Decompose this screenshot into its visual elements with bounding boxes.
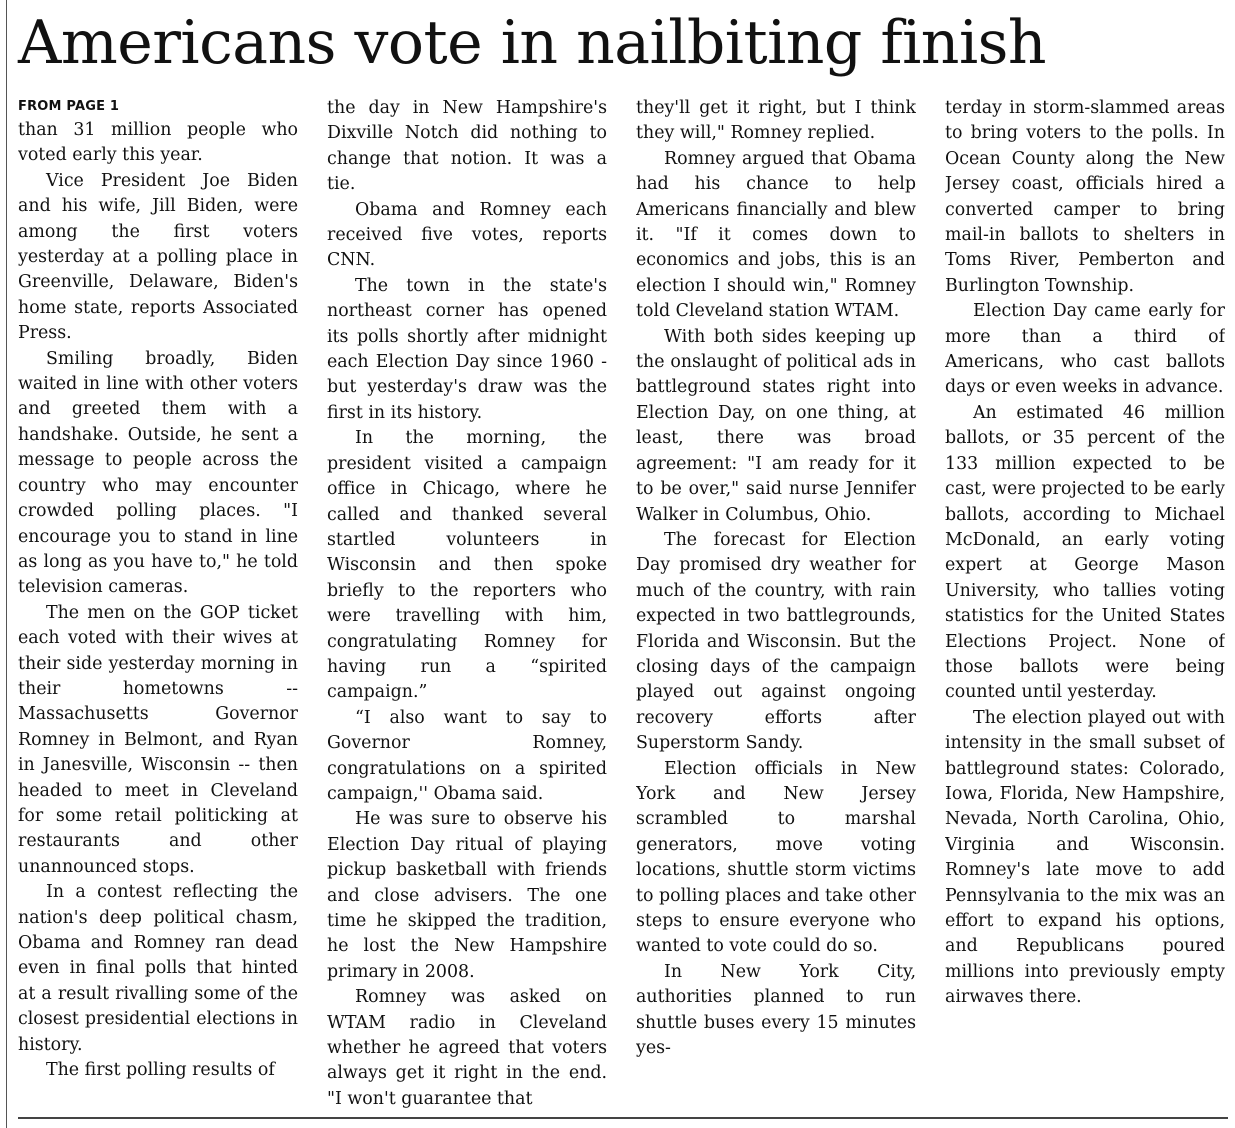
paragraph: terday in storm-slammed areas to bring voters to the polls. In Ocean County along the New Jersey coast, officials hired a converted camper to bring mail-in ballots to shelters in Toms River, Pemberton and Burlington Township. xyxy=(945,98,1225,296)
paragraph: The forecast for Election Day promised dry weather for much of the country, with rain expected in two battlegrounds, Florida and Wisconsin. But the closing days of the campaign played out against ongoing recovery efforts after Superstorm Sandy. xyxy=(636,529,916,754)
bottom-rule xyxy=(18,1117,1228,1119)
paragraph: Smiling broadly, Biden waited in line with other voters and greeted them with a handshake. Outside, he sent a message to people across the country who may encounter crowded polling places. "I encourage you to stand in line as long as you have to," he told television cameras. xyxy=(18,348,298,598)
paragraph: Romney argued that Obama had his chance to help Americans financially and blew it. "If it comes down to economics and jobs, this is an election I should win," Romney told Cleveland station WTAM. xyxy=(636,148,916,322)
headline: Americans vote in nailbiting finish xyxy=(18,8,1047,78)
column-3 xyxy=(636,96,916,1108)
continuation-kicker: FROM PAGE 1 xyxy=(18,99,120,114)
column-1 xyxy=(18,96,298,1108)
paragraph: The men on the GOP ticket each voted with their wives at their side yesterday morning in their hometowns -- Massachusetts Governor Romney in Belmont, and Ryan in Janesville, Wisconsin -- then headed to meet in Cleveland for some retail politicking at restaurants and other unannounced stops. xyxy=(18,602,298,877)
paragraph: In New York City, authorities planned to run shuttle buses every 15 minutes yes- xyxy=(636,961,916,1059)
paragraph: the day in New Hampshire's Dixville Notch did nothing to change that notion. It was a tie. xyxy=(327,98,607,195)
paragraph: The first polling results of xyxy=(46,1060,275,1081)
paragraph: Obama and Romney each received five votes, reports CNN. xyxy=(327,199,607,271)
paragraph: Vice President Joe Biden and his wife, Jill Biden, were among the first voters yesterday at a polling place in Greenville, Delaware, Biden's home state, reports Associated Press. xyxy=(18,170,298,344)
paragraph: Election Day came early for more than a third of Americans, who cast ballots days or even weeks in advance. xyxy=(945,301,1225,398)
paragraph: In the morning, the president visited a campaign office in Chicago, where he called and thanked several startled volunteers in Wisconsin and then spoke briefly to the reporters who were travelling with him, congratulating Romney for having run a “spirited campaign.” xyxy=(327,428,607,703)
paragraph: An estimated 46 million ballots, or 35 percent of the 133 million expected to be cast, were projected to be early ballots, according to Michael McDonald, an early voting expert at George Mason University, who tallies voting statistics for the United States Elections Project. None of those ballots were being counted until yesterday. xyxy=(945,402,1225,703)
paragraph: Election officials in New York and New Jersey scrambled to marshal generators, move voting locations, shuttle storm victims to polling places and take other steps to ensure everyone who wanted to vote could do so. xyxy=(636,758,916,957)
paragraph: they'll get it right, but I think they will," Romney replied. xyxy=(636,98,916,144)
paragraph: The town in the state's northeast corner has opened its polls shortly after midnight each Election Day since 1960 - but yesterday's draw was the first in its history. xyxy=(327,275,607,423)
paragraph: With both sides keeping up the onslaught of political ads in battleground states right into Election Day, on one thing, at least, there was broad agreement: "I am ready for it to be over," said nurse Jennifer Walker in Columbus, Ohio. xyxy=(636,326,916,525)
paragraph: “I also want to say to Governor Romney, congratulations on a spirited campaign,'' Obama said. xyxy=(327,707,607,804)
article-body xyxy=(18,96,1224,1108)
left-column-rule xyxy=(6,0,7,1128)
paragraph: The election played out with intensity in the small subset of battleground states: Colorado, Iowa, Florida, New Hampshire, Nevada, North Carolina, Ohio, Virginia and Wisconsin. Romney's late move to add Pennsylvania to the mix was an effort to expand his options, and Republicans poured millions into previously empty airwaves there. xyxy=(945,707,1225,1008)
paragraph: Romney was asked on WTAM radio in Cleveland whether he agreed that voters always get it right in the end. "I won't guarantee that xyxy=(327,987,607,1108)
paragraph: than 31 million people who voted early this year. xyxy=(18,120,298,166)
column-4 xyxy=(945,96,1225,1108)
paragraph: In a contest reflecting the nation's deep political chasm, Obama and Romney ran dead even in final polls that hinted at a result rivalling some of the closest presidential elections in history. xyxy=(18,882,298,1055)
column-2 xyxy=(327,96,607,1108)
paragraph: He was sure to observe his Election Day ritual of playing pickup basketball with friends and close advisers. The one time he skipped the tradition, he lost the New Hampshire primary in 2008. xyxy=(327,809,607,982)
